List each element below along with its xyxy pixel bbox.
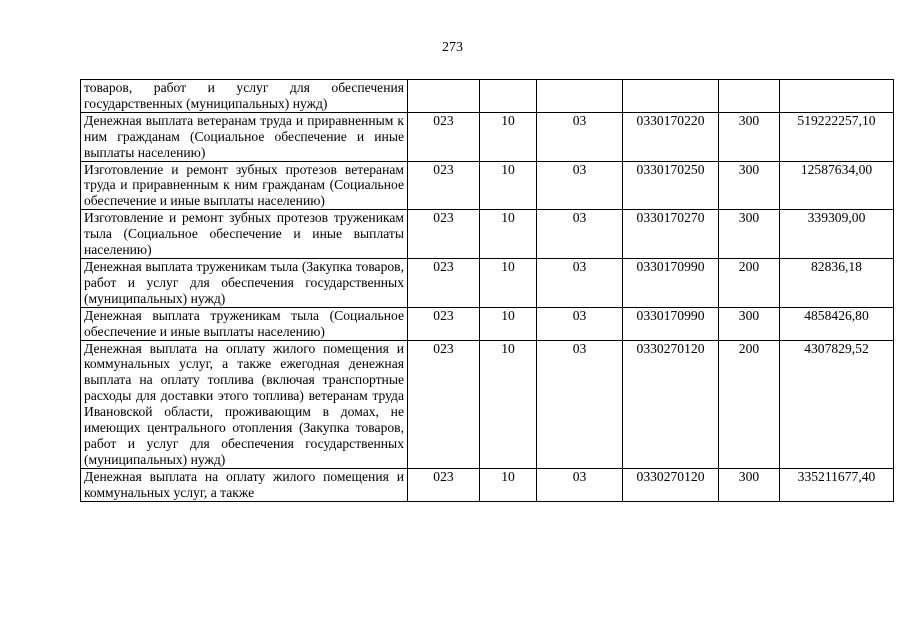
section-code: 10: [480, 210, 537, 259]
ministry-code: 023: [408, 468, 480, 501]
row-description: Денежная выплата ветеранам труда и приравненным к ним гражданам (Социальное обеспечение и иные выплаты населению): [81, 112, 408, 161]
section-code: 10: [480, 468, 537, 501]
subsection-code: 03: [537, 307, 623, 340]
section-code: 10: [480, 161, 537, 210]
table-row: [81, 340, 894, 468]
target-code: 0330170270: [623, 210, 719, 259]
expense-type-code: 300: [719, 161, 780, 210]
table-row: [81, 307, 894, 340]
target-code: 0330270120: [623, 468, 719, 501]
budget-table: [80, 79, 894, 502]
expense-type-code: 200: [719, 340, 780, 468]
ministry-code: 023: [408, 161, 480, 210]
amount: 335211677,40: [780, 468, 894, 501]
table-row: [81, 112, 894, 161]
subsection-code: 03: [537, 112, 623, 161]
table-row: [81, 210, 894, 259]
section-code: [480, 80, 537, 113]
table-row: [81, 80, 894, 113]
row-description: товаров, работ и услуг для обеспечения государственных (муниципальных) нужд): [81, 80, 408, 113]
section-code: 10: [480, 340, 537, 468]
ministry-code: 023: [408, 340, 480, 468]
target-code: 0330170990: [623, 258, 719, 307]
expense-type-code: 200: [719, 258, 780, 307]
section-code: 10: [480, 307, 537, 340]
ministry-code: 023: [408, 258, 480, 307]
amount: 519222257,10: [780, 112, 894, 161]
subsection-code: 03: [537, 258, 623, 307]
subsection-code: [537, 80, 623, 113]
ministry-code: 023: [408, 112, 480, 161]
subsection-code: 03: [537, 468, 623, 501]
amount: 339309,00: [780, 210, 894, 259]
amount: 4858426,80: [780, 307, 894, 340]
ministry-code: [408, 80, 480, 113]
target-code: 0330270120: [623, 340, 719, 468]
target-code: 0330170250: [623, 161, 719, 210]
table-row: [81, 258, 894, 307]
target-code: [623, 80, 719, 113]
subsection-code: 03: [537, 161, 623, 210]
row-description: Денежная выплата на оплату жилого помещения и коммунальных услуг, а также: [81, 468, 408, 501]
section-code: 10: [480, 112, 537, 161]
row-description: Денежная выплата на оплату жилого помещения и коммунальных услуг, а также ежегодная денежная выплата на оплату топлива (включая транспортные расходы для доставки этого топлива) ветеранам труда Ивановской области, проживающим в домах, не имеющих центрального отопления (Закупка товаров, работ и услуг для обеспечения государственных (муниципальных) нужд): [81, 340, 408, 468]
row-description: Денежная выплата труженикам тыла (Закупка товаров, работ и услуг для обеспечения государственных (муниципальных) нужд): [81, 258, 408, 307]
page-number: 273: [442, 40, 463, 55]
target-code: 0330170220: [623, 112, 719, 161]
row-description: Изготовление и ремонт зубных протезов ветеранам труда и приравненным к ним гражданам (Социальное обеспечение и иные выплаты населению): [81, 161, 408, 210]
target-code: 0330170990: [623, 307, 719, 340]
amount: [780, 80, 894, 113]
amount: 4307829,52: [780, 340, 894, 468]
table-row: [81, 468, 894, 501]
section-code: 10: [480, 258, 537, 307]
expense-type-code: 300: [719, 210, 780, 259]
expense-type-code: [719, 80, 780, 113]
ministry-code: 023: [408, 307, 480, 340]
expense-type-code: 300: [719, 468, 780, 501]
expense-type-code: 300: [719, 307, 780, 340]
amount: 82836,18: [780, 258, 894, 307]
table-row: [81, 161, 894, 210]
expense-type-code: 300: [719, 112, 780, 161]
subsection-code: 03: [537, 340, 623, 468]
ministry-code: 023: [408, 210, 480, 259]
subsection-code: 03: [537, 210, 623, 259]
row-description: Денежная выплата труженикам тыла (Социальное обеспечение и иные выплаты населению): [81, 307, 408, 340]
row-description: Изготовление и ремонт зубных протезов труженикам тыла (Социальное обеспечение и иные выплаты населению): [81, 210, 408, 259]
amount: 12587634,00: [780, 161, 894, 210]
